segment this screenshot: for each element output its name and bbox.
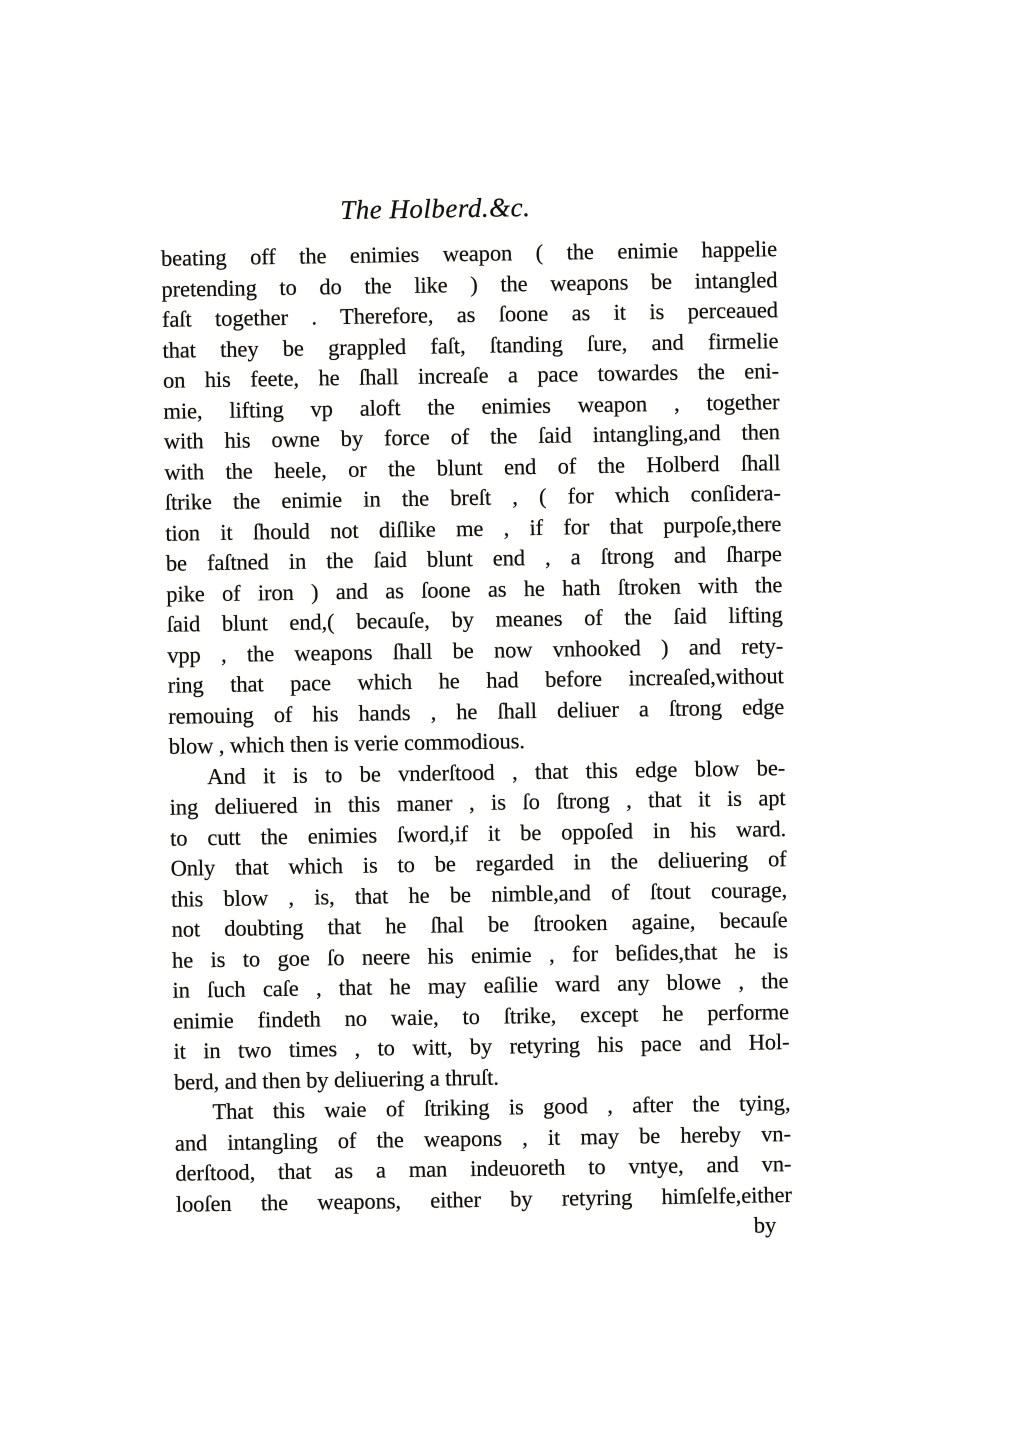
text-line: not doubting that he ſhal be ſtrooken againe, becauſe (171, 907, 788, 942)
text-line: ing deliuered in this maner , is ſo ſtrong , that it is apt (169, 785, 786, 820)
text-line: with the heele, or the blunt end of the Holberd ſhall (164, 449, 781, 485)
paragraph-1 (161, 234, 785, 762)
text-line: and intangling of the weapons , it may be hereby vn- (174, 1120, 792, 1156)
text-line: That this waie of ſtriking is good , after the tying, (212, 1090, 791, 1125)
text-line: it in two times , to witt, by retyring his pace and Hol- (173, 1029, 790, 1064)
text-line: pike of iron ) and as ſoone as he hath ſtroken with the (166, 571, 783, 607)
text-line: this blow , is, that he be nimble,and of ſtout courage, (170, 876, 788, 912)
text-line: Only that which is to be regarded in the deliuering of (170, 846, 787, 881)
text-line: looſen the weapons, either by retyring himſelfe,either (175, 1181, 793, 1217)
paragraph-3 (174, 1088, 792, 1220)
text-line: faſt together . Therefore, as ſoone as it is perceaued (161, 297, 779, 332)
text-line: to cutt the enimies ſword,if it be oppoſed in his ward. (169, 815, 787, 851)
text-line: ſtrike the enimie in the breſt , ( for which conſidera- (164, 480, 781, 515)
text-line: berd, and then by deliuering a thruſt. (173, 1064, 499, 1095)
text-line: on his feete, he ſhall increaſe a pace towardes the eni- (162, 358, 780, 393)
text-line: remouing of his hands , he ſhall deliuer a ſtrong edge (168, 693, 785, 729)
text-line: enimie findeth no waie, to ſtrike, except he performe (172, 998, 790, 1034)
text-line: be faſtned in the ſaid blunt end , a ſtrong and ſharpe (165, 541, 782, 576)
text-line: with his owne by force of the ſaid intangling,and then (163, 419, 781, 454)
running-header: The Holberd.&c. (339, 192, 531, 226)
text-line: And it is to be vnderſtood , that this edge blow be- (206, 754, 786, 789)
text-line: he is to goe ſo neere his enimie , for beſides,that he is (171, 937, 789, 973)
text-line: vpp , the weapons ſhall be now vnhooked ) and rety- (167, 632, 784, 668)
paragraph-2 (169, 753, 790, 1098)
text-line: ſaid blunt end,( becauſe, by meanes of the ſaid lifting (166, 602, 783, 637)
text-block (160, 185, 793, 1250)
text-line: derſtood, that as a man indeuoreth to vntye, and vn- (175, 1151, 792, 1186)
text-line: tion it ſhould not diſlike me , if for that purpoſe,there (165, 510, 782, 546)
text-line: in ſuch caſe , that he may eaſilie ward any blowe , the (172, 968, 789, 1003)
text-line: beating off the enimies weapon ( the enimie happelie (160, 236, 778, 271)
text-line: that they be grappled faſt, ſtanding ſure, and firmelie (162, 327, 779, 363)
text-line: blow , which then is verie commodious. (168, 728, 526, 759)
text-line: pretending to do the like ) the weapons be intangled (161, 266, 778, 302)
text-line: ring that pace which he had before increaſed,without (167, 663, 784, 698)
text-line: mie, lifting vp aloft the enimies weapon , together (163, 388, 780, 424)
catchword: by (753, 1212, 777, 1238)
